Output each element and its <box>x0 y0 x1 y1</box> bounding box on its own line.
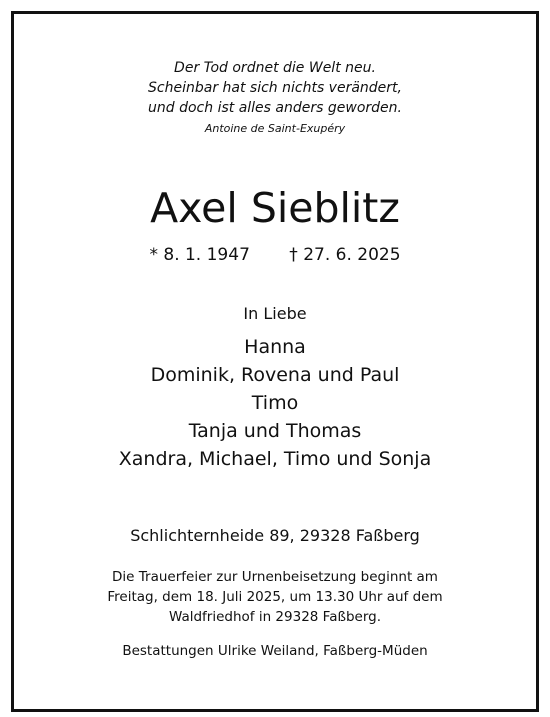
death-date: † 27. 6. 2025 <box>289 245 401 265</box>
mourner-line: Hanna <box>244 336 306 358</box>
life-dates <box>14 244 536 266</box>
ceremony-notice <box>14 567 536 627</box>
mourner-line: Timo <box>251 392 299 414</box>
deceased-name: Axel Sieblitz <box>150 184 400 232</box>
ceremony-line: Die Trauerfeier zur Urnenbeisetzung beginnt am <box>112 569 438 585</box>
mourners-list <box>14 333 536 473</box>
undertaker: Bestattungen Ulrike Weiland, Faßberg-Müden <box>122 643 428 659</box>
quote-line: und doch ist alles anders geworden. <box>148 100 402 116</box>
quote <box>14 58 536 118</box>
mourner-line: Tanja und Thomas <box>188 420 362 442</box>
mourners-intro: In Liebe <box>243 304 307 323</box>
quote-line: Der Tod ordnet die Welt neu. <box>174 60 376 76</box>
mourner-line: Dominik, Rovena und Paul <box>150 364 400 386</box>
quote-author: Antoine de Saint-Exupéry <box>204 122 346 135</box>
mourner-line: Xandra, Michael, Timo und Sonja <box>118 448 432 470</box>
ceremony-line: Freitag, dem 18. Juli 2025, um 13.30 Uhr auf dem <box>107 589 443 605</box>
ceremony-line: Waldfriedhof in 29328 Faßberg. <box>168 609 382 625</box>
quote-line: Scheinbar hat sich nichts verändert, <box>148 80 402 96</box>
obituary-border <box>11 11 539 712</box>
obituary-content <box>14 14 536 709</box>
family-address: Schlichternheide 89, 29328 Faßberg <box>130 526 420 545</box>
birth-date: * 8. 1. 1947 <box>149 245 250 265</box>
